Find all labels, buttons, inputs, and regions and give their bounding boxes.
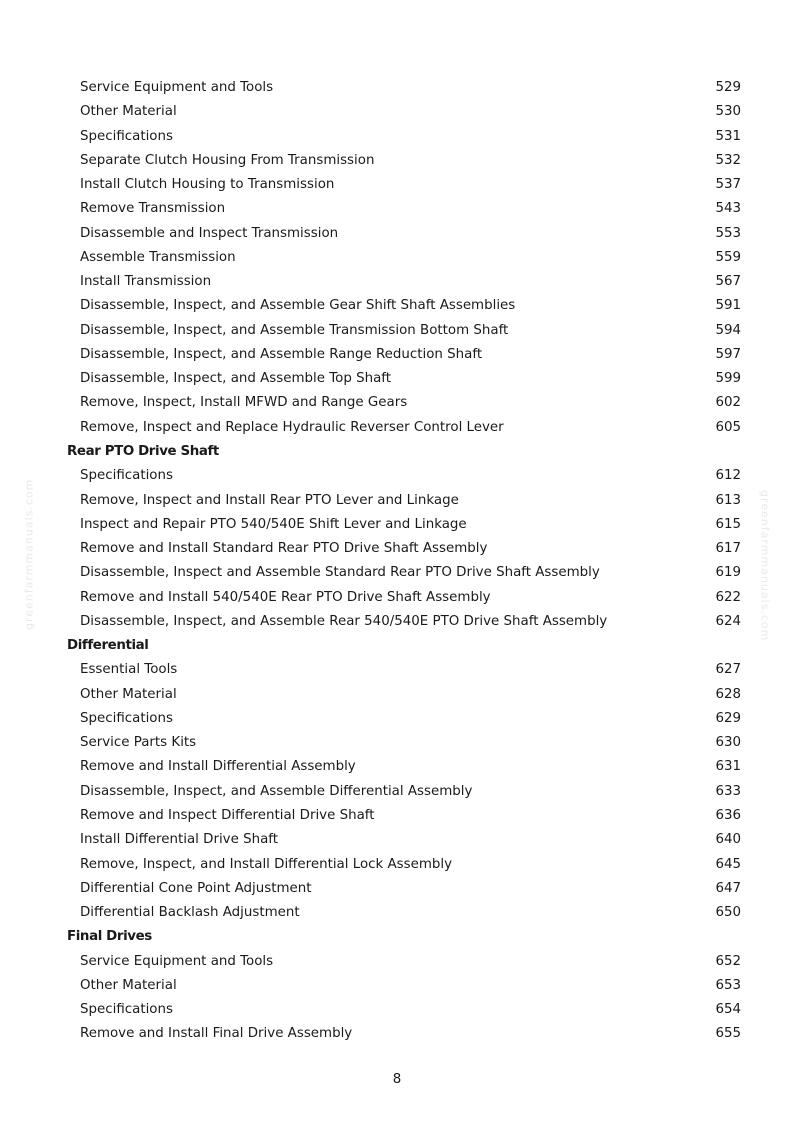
entry-title: Disassemble, Inspect, and Assemble Gear Shift Shaft Assemblies	[80, 298, 516, 314]
entry-page-number: 647	[715, 880, 741, 896]
entry-page-number: 599	[715, 371, 741, 387]
entry-title: Disassemble, Inspect, and Assemble Transmission Bottom Shaft	[80, 322, 509, 338]
toc-entry	[0, 173, 794, 197]
entry-title: Service Equipment and Tools	[80, 80, 274, 95]
entry-page-number: 640	[715, 832, 741, 848]
toc-entry	[0, 367, 794, 391]
toc-entry	[0, 586, 794, 610]
entry-title: Remove and Install Standard Rear PTO Drive Shaft Assembly	[80, 541, 488, 557]
entry-title: Disassemble, Inspect, and Assemble Rear 540/540E PTO Drive Shaft Assembly	[80, 613, 608, 629]
page-number: 8	[392, 1072, 402, 1087]
entry-title: Essential Tools	[80, 662, 178, 678]
toc-entry	[0, 683, 794, 707]
entry-page-number: 605	[715, 419, 741, 435]
entry-page-number: 619	[715, 565, 741, 581]
entry-page-number: 655	[715, 1026, 741, 1042]
entry-page-number: 650	[715, 905, 741, 921]
entry-title: Specifications	[80, 1002, 173, 1018]
entry-page-number: 645	[715, 856, 741, 872]
entry-page-number: 630	[715, 735, 741, 751]
entry-title: Install Differential Drive Shaft	[80, 832, 279, 848]
entry-page-number: 636	[715, 807, 741, 823]
toc-entry	[0, 853, 794, 877]
toc-section-heading	[0, 925, 794, 949]
entry-page-number: 612	[715, 468, 741, 484]
entry-page-number: 624	[715, 613, 741, 629]
entry-title: Disassemble, Inspect and Assemble Standard Rear PTO Drive Shaft Assembly	[80, 565, 600, 581]
toc-entry	[0, 1022, 794, 1046]
entry-page-number: 633	[715, 783, 741, 799]
toc-entry	[0, 343, 794, 367]
entry-page-number: 653	[715, 977, 741, 993]
toc-entry	[0, 731, 794, 755]
toc-entry	[0, 998, 794, 1022]
toc-entry	[0, 950, 794, 974]
toc-entry	[0, 707, 794, 731]
toc-entry	[0, 974, 794, 998]
entry-title: Remove Transmission	[80, 201, 226, 217]
toc-entry	[0, 537, 794, 561]
entry-title: Remove and Install Final Drive Assembly	[80, 1026, 353, 1042]
entry-page-number: 628	[715, 686, 741, 702]
toc-entry	[0, 561, 794, 585]
entry-title: Specifications	[80, 128, 173, 144]
entry-page-number: 543	[715, 201, 741, 217]
toc-entry	[0, 222, 794, 246]
toc-entry	[0, 294, 794, 318]
toc-entry	[0, 828, 794, 852]
entry-title: Service Equipment and Tools	[80, 953, 274, 969]
entry-page-number: 597	[715, 346, 741, 362]
entry-title: Other Material	[80, 104, 177, 120]
entry-title: Differential Cone Point Adjustment	[80, 880, 312, 896]
entry-page-number: 537	[715, 177, 741, 193]
entry-page-number: 559	[715, 249, 741, 265]
table-of-contents	[0, 76, 794, 1047]
entry-title: Service Parts Kits	[80, 735, 197, 751]
entry-title: Remove and Install 540/540E Rear PTO Drive Shaft Assembly	[80, 589, 491, 605]
toc-entry	[0, 755, 794, 779]
entry-title: Disassemble and Inspect Transmission	[80, 225, 339, 241]
section-title: Final Drives	[67, 929, 152, 945]
entry-title: Remove, Inspect and Install Rear PTO Lever and Linkage	[80, 492, 459, 508]
entry-page-number: 617	[715, 541, 741, 557]
entry-page-number: 529	[715, 80, 741, 95]
entry-title: Install Transmission	[80, 274, 212, 290]
toc-entry	[0, 610, 794, 634]
entry-title: Disassemble, Inspect, and Assemble Top Shaft	[80, 371, 392, 387]
entry-title: Remove and Install Differential Assembly	[80, 759, 356, 775]
toc-entry	[0, 319, 794, 343]
toc-entry	[0, 125, 794, 149]
entry-title: Remove and Inspect Differential Drive Shaft	[80, 807, 375, 823]
toc-entry	[0, 780, 794, 804]
entry-page-number: 654	[715, 1002, 741, 1018]
toc-entry	[0, 76, 794, 100]
toc-entry	[0, 149, 794, 173]
entry-page-number: 530	[715, 104, 741, 120]
toc-entry	[0, 877, 794, 901]
toc-entry	[0, 100, 794, 124]
entry-page-number: 629	[715, 710, 741, 726]
toc-entry	[0, 246, 794, 270]
entry-page-number: 531	[715, 128, 741, 144]
entry-page-number: 652	[715, 953, 741, 969]
entry-page-number: 613	[715, 492, 741, 508]
toc-entry	[0, 416, 794, 440]
entry-title: Differential Backlash Adjustment	[80, 905, 300, 921]
entry-page-number: 631	[715, 759, 741, 775]
entry-title: Disassemble, Inspect, and Assemble Differential Assembly	[80, 783, 473, 799]
entry-title: Separate Clutch Housing From Transmission	[80, 152, 375, 168]
entry-title: Specifications	[80, 468, 173, 484]
entry-page-number: 567	[715, 274, 741, 290]
entry-page-number: 532	[715, 152, 741, 168]
entry-page-number: 594	[715, 322, 741, 338]
watermark-left: greenfarmmanuals.com	[22, 478, 36, 630]
entry-title: Remove, Inspect, and Install Differential Lock Assembly	[80, 856, 453, 872]
entry-page-number: 591	[715, 298, 741, 314]
section-title: Differential	[67, 638, 149, 654]
toc-entry	[0, 804, 794, 828]
entry-title: Other Material	[80, 686, 177, 702]
toc-entry	[0, 489, 794, 513]
toc-section-heading	[0, 440, 794, 464]
entry-title: Install Clutch Housing to Transmission	[80, 177, 335, 193]
toc-entry	[0, 658, 794, 682]
entry-page-number: 615	[715, 516, 741, 532]
entry-title: Other Material	[80, 977, 177, 993]
toc-entry	[0, 464, 794, 488]
entry-title: Specifications	[80, 710, 173, 726]
entry-title: Assemble Transmission	[80, 249, 236, 265]
toc-entry	[0, 513, 794, 537]
entry-page-number: 627	[715, 662, 741, 678]
toc-entry	[0, 197, 794, 221]
entry-title: Remove, Inspect and Replace Hydraulic Reverser Control Lever	[80, 419, 504, 435]
toc-section-heading	[0, 634, 794, 658]
watermark-right: greenfarmmanuals.com	[758, 490, 772, 642]
entry-page-number: 553	[715, 225, 741, 241]
toc-entry	[0, 901, 794, 925]
entry-title: Remove, Inspect, Install MFWD and Range Gears	[80, 395, 408, 411]
toc-entry	[0, 391, 794, 415]
toc-entry	[0, 270, 794, 294]
entry-page-number: 622	[715, 589, 741, 605]
entry-page-number: 602	[715, 395, 741, 411]
entry-title: Inspect and Repair PTO 540/540E Shift Lever and Linkage	[80, 516, 467, 532]
entry-title: Disassemble, Inspect, and Assemble Range Reduction Shaft	[80, 346, 483, 362]
section-title: Rear PTO Drive Shaft	[67, 443, 219, 459]
